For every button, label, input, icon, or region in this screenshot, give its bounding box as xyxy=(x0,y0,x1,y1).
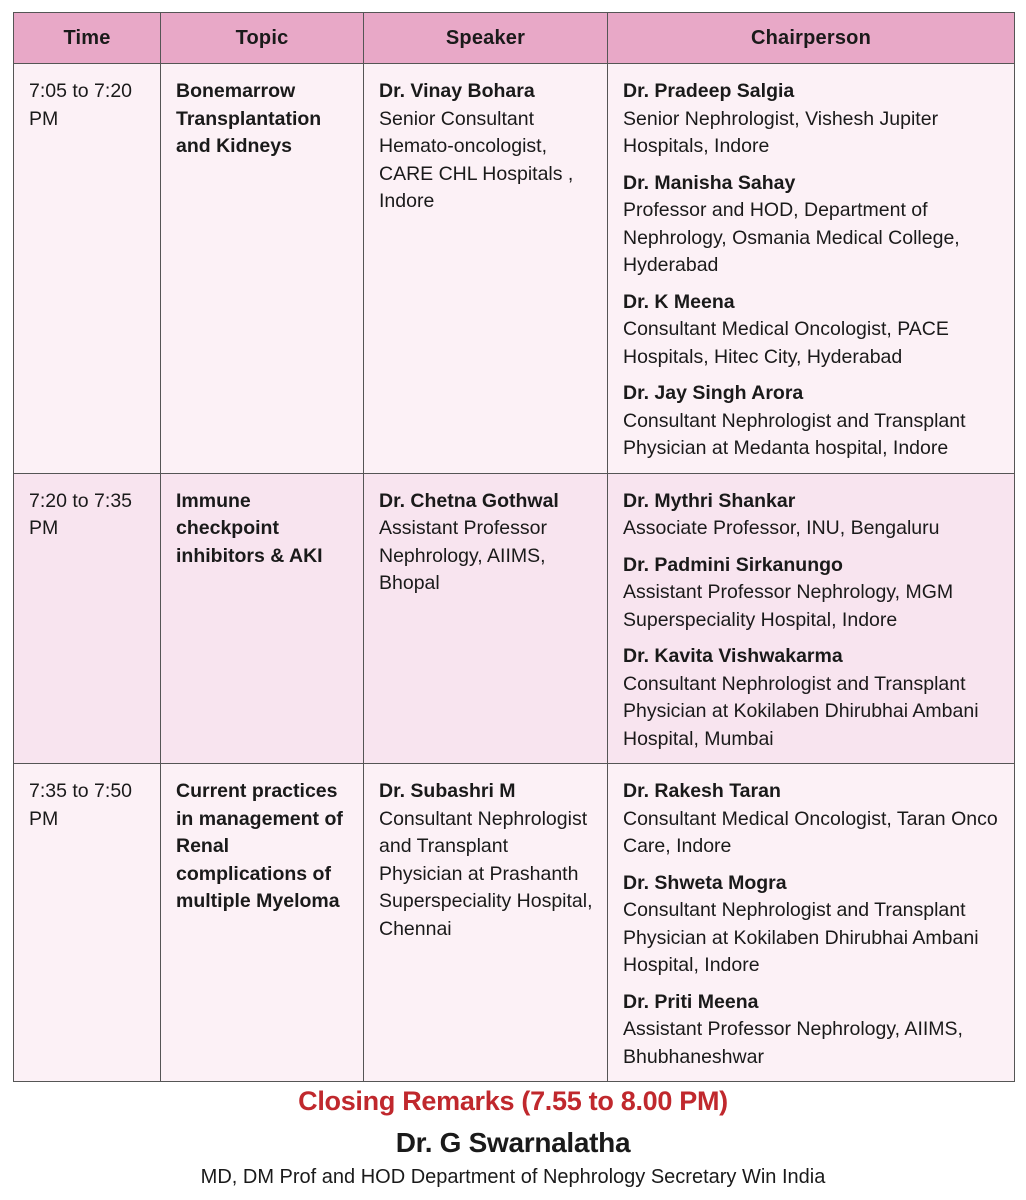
session-chairpersons xyxy=(608,473,1015,764)
chairperson-name: Dr. Manisha Sahay xyxy=(623,171,796,194)
speaker-affiliation: Consultant Nephrologist and Transplant Physician at Prashanth Superspeciality Hospital, Chennai xyxy=(379,807,593,940)
chairperson-entry xyxy=(623,488,1000,543)
chairperson-entry xyxy=(623,380,1000,463)
chairperson-affiliation: Consultant Medical Oncologist, Taran Onco Care, Indore xyxy=(623,807,998,857)
header-chairperson: Chairperson xyxy=(608,13,1015,64)
session-speaker xyxy=(364,473,608,764)
chairperson-entry xyxy=(623,552,1000,635)
speaker-name: Dr. Subashri M xyxy=(379,780,516,802)
speaker-name: Dr. Chetna Gothwal xyxy=(379,489,559,512)
chairperson-entry xyxy=(623,643,1000,753)
chairperson-name: Dr. Rakesh Taran xyxy=(623,780,781,802)
session-chairpersons xyxy=(608,64,1015,474)
chairperson-name: Dr. Pradeep Salgia xyxy=(623,80,795,102)
session-speaker xyxy=(364,64,608,474)
header-time: Time xyxy=(14,13,161,64)
schedule-body xyxy=(14,64,1015,1082)
speaker-affiliation: Assistant Professor Nephrology, AIIMS, Bhopal xyxy=(379,517,547,594)
chairperson-name: Dr. Shweta Mogra xyxy=(623,871,787,894)
chairperson-affiliation: Consultant Nephrologist and Transplant Physician at Medanta hospital, Indore xyxy=(623,409,966,459)
chairperson-entry xyxy=(623,289,1000,372)
session-chairpersons xyxy=(608,764,1015,1082)
chairperson-affiliation: Senior Nephrologist, Vishesh Jupiter Hospitals, Indore xyxy=(623,107,939,157)
session-time: 7:05 to 7:20 PM xyxy=(14,64,161,474)
chairperson-name: Dr. Kavita Vishwakarma xyxy=(623,645,843,667)
session-topic: Immune checkpoint inhibitors & AKI xyxy=(161,473,364,764)
chairperson-entry xyxy=(623,170,1000,280)
closing-remarks-title: Closing Remarks (7.55 to 8.00 PM) xyxy=(298,1086,728,1116)
chairperson-name: Dr. Padmini Sirkanungo xyxy=(623,553,843,576)
closing-speaker-designation: MD, DM Prof and HOD Department of Nephrology Secretary Win India xyxy=(200,1166,826,1188)
chairperson-affiliation: Assistant Professor Nephrology, MGM Superspeciality Hospital, Indore xyxy=(623,581,954,631)
chairperson-affiliation: Consultant Nephrologist and Transplant Physician at Kokilaben Dhirubhai Ambani Hospital, Indore xyxy=(623,899,979,976)
session-topic: Bonemarrow Transplantation and Kidneys xyxy=(161,64,364,474)
closing-speaker-name: Dr. G Swarnalatha xyxy=(395,1127,631,1158)
chairperson-name: Dr. K Meena xyxy=(623,290,735,313)
session-speaker xyxy=(364,764,608,1082)
header-row xyxy=(14,13,1015,64)
chairperson-name: Dr. Priti Meena xyxy=(623,990,759,1013)
chairperson-entry xyxy=(623,989,1000,1072)
speaker-affiliation: Senior Consultant Hemato-oncologist, CARE CHL Hospitals , Indore xyxy=(379,107,574,212)
session-row xyxy=(14,473,1015,764)
chairperson-affiliation: Consultant Medical Oncologist, PACE Hospitals, Hitec City, Hyderabad xyxy=(623,318,949,368)
chairperson-affiliation: Consultant Nephrologist and Transplant Physician at Kokilaben Dhirubhai Ambani Hospital, Mumbai xyxy=(623,672,979,750)
chairperson-affiliation: Professor and HOD, Department of Nephrology, Osmania Medical College, Hyderabad xyxy=(623,199,960,276)
chairperson-name: Dr. Mythri Shankar xyxy=(623,489,796,512)
chairperson-name: Dr. Jay Singh Arora xyxy=(623,382,804,404)
chairperson-affiliation: Assistant Professor Nephrology, AIIMS, Bhubhaneshwar xyxy=(623,1018,963,1068)
session-row xyxy=(14,764,1015,1082)
speaker-name: Dr. Vinay Bohara xyxy=(379,80,535,102)
schedule-header xyxy=(14,13,1015,64)
session-time: 7:35 to 7:50 PM xyxy=(14,764,161,1082)
schedule-table xyxy=(13,12,1015,1082)
header-topic: Topic xyxy=(161,13,364,64)
header-speaker: Speaker xyxy=(364,13,608,64)
chairperson-entry xyxy=(623,870,1000,980)
chairperson-entry xyxy=(623,778,1000,861)
chairperson-entry xyxy=(623,78,1000,161)
chairperson-affiliation: Associate Professor, INU, Bengaluru xyxy=(623,517,940,539)
session-time: 7:20 to 7:35 PM xyxy=(14,473,161,764)
session-row xyxy=(14,64,1015,474)
session-topic: Current practices in management of Renal complications of multiple Myeloma xyxy=(161,764,364,1082)
